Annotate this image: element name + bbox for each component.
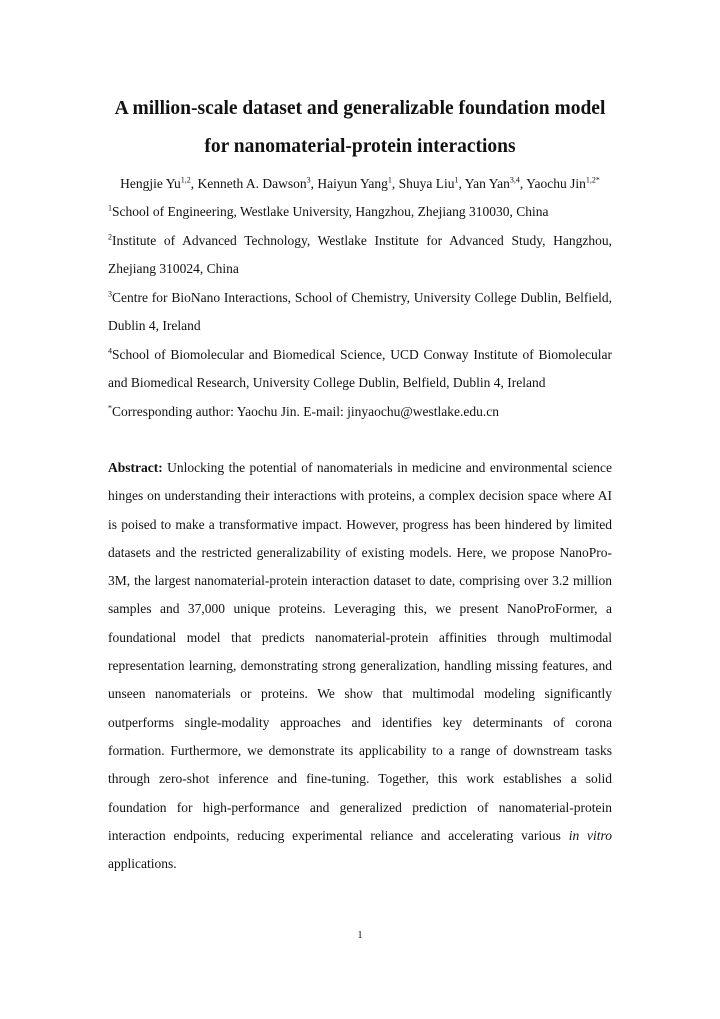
title-line-1: A million-scale dataset and generalizable foundation model bbox=[114, 98, 606, 119]
corresponding-author: *Corresponding author: Yaochu Jin. E-mail: jinyaochu@westlake.edu.cn bbox=[108, 403, 499, 419]
affiliation: $^3$Centre for BioNano Interactions, School of Chemistry, University College Dublin, Belfield, Dublin 4, Ireland bbox=[108, 289, 612, 333]
author: Hengjie Yu$^{1,2}$, bbox=[120, 175, 198, 191]
abstract-text: Unlocking the potential of nanomaterials in medicine and environmental science hinges on understanding their interactions with proteins, a complex decision space where AI is poised to make a transformative impact. However, progress has been hindered by limited datasets and the restricted generalizability of existing models. Here, we propose NanoPro-3M, the largest nanomaterial-protein interaction dataset to date, comprising over 3.2 million samples and 37,000 unique proteins. Leveraging this, we present NanoProFormer, a foundational model that predicts nanomaterial-protein affinities through multimodal representation learning, demonstrating strong generalization, handling missing features, and unseen nanomaterials or proteins. We show that multimodal modeling significantly outperforms single-modality approaches and identifies key determinants of corona formation. Furthermore, we demonstrate its applicability to a range of downstream tasks through zero-shot inference and fine-tuning. Together, this work establishes a solid foundation for high-performance and generalized prediction of nanomaterial-protein interaction endpoints, reducing experimental reliance and accelerating various bbox=[108, 460, 612, 843]
abstract-tail: applications. bbox=[108, 856, 177, 872]
title-line-2: for nanomaterial-protein interactions bbox=[204, 136, 516, 157]
paper-page bbox=[108, 90, 612, 878]
author: Haiyun Yang$^1$, bbox=[317, 175, 399, 191]
author: Yaochu Jin$^{1,2*}$ bbox=[526, 175, 600, 191]
author-list bbox=[108, 170, 612, 198]
affiliation: $^4$School of Biomolecular and Biomedical Science, UCD Conway Institute of Biomolecular and Biomedical Research, University College Dublin, Belfield, Dublin 4, Ireland bbox=[108, 346, 612, 390]
author: Yan Yan$^{3,4}$, bbox=[464, 175, 527, 191]
page-number: 1 bbox=[357, 930, 363, 941]
affiliation: $^2$Institute of Advanced Technology, Westlake Institute for Advanced Study, Hangzhou, Zhejiang 310024, China bbox=[108, 232, 612, 276]
abstract bbox=[108, 454, 612, 878]
author: Shuya Liu$^1$, bbox=[398, 175, 465, 191]
affiliations bbox=[108, 198, 612, 426]
abstract-label: Abstract: bbox=[108, 460, 163, 475]
abstract-italic: in vitro bbox=[568, 827, 612, 843]
affiliation: $^1$School of Engineering, Westlake University, Hangzhou, Zhejiang 310030, China bbox=[108, 203, 549, 219]
paper-title bbox=[108, 90, 612, 166]
author: Kenneth A. Dawson$^3$, bbox=[197, 175, 318, 191]
